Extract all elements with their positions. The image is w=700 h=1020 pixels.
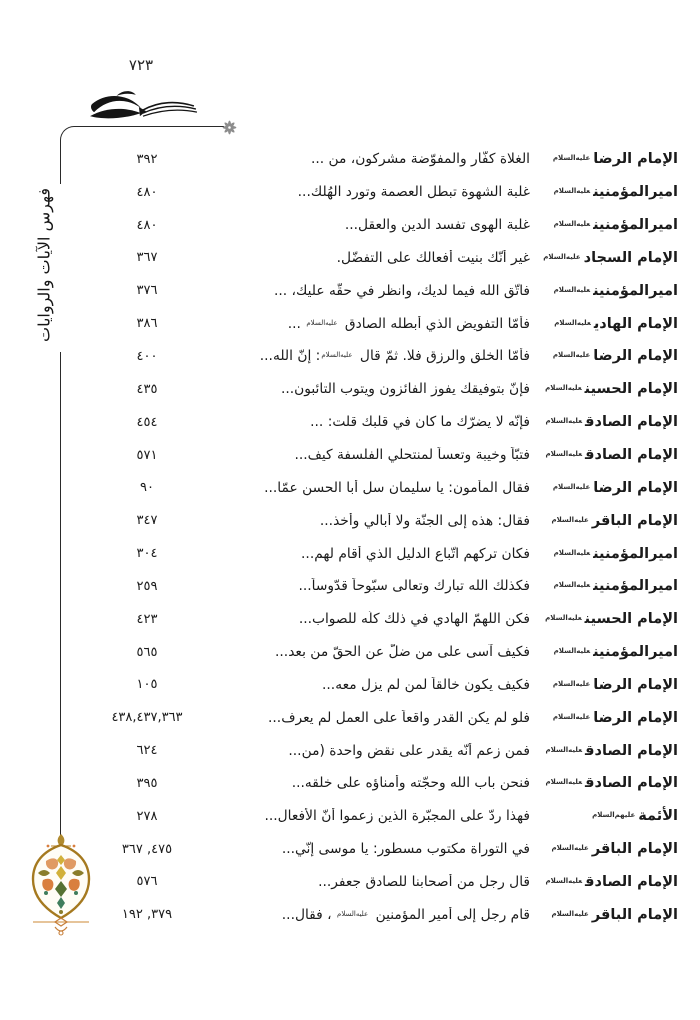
narrator-name bbox=[530, 677, 678, 693]
page-number-ref: ٣٧٩, ١٩٢ bbox=[121, 907, 173, 923]
narrator-name bbox=[530, 841, 678, 857]
narrator-label: الإمام الباقر bbox=[591, 512, 678, 529]
snippet-text: فاتّق الله فيما لديك، وانظر في حقّه عليك، ... bbox=[273, 282, 530, 299]
snippet-text: فقال المأمون: يا سليمان سل أبا الحسن عمّا... bbox=[264, 479, 530, 496]
honorific-mark: عليه‌السلام bbox=[551, 909, 589, 918]
narrator-label: الإمام السجاد bbox=[583, 249, 678, 266]
snippet-text-after: : إنّ الله... bbox=[259, 348, 321, 365]
page-number-ref: ٤٥٤ bbox=[136, 414, 158, 430]
narrator-label: الإمام الرضا bbox=[593, 479, 678, 496]
snippet-text: فلو لم يكن القدر واقعاً على العمل لم يعرف... bbox=[268, 709, 530, 726]
narrator-name bbox=[530, 184, 678, 200]
page-number-ref: ٢٥٩ bbox=[136, 578, 158, 594]
snippet-text: فكن اللهمّ الهادي في ذلك كلّه للصواب... bbox=[298, 611, 530, 628]
narrator-name bbox=[530, 611, 678, 627]
index-row bbox=[88, 307, 678, 340]
snippet-text: فمن زعم أنّه يقدر على نقض واحدة (من... bbox=[288, 742, 530, 759]
page-number-ref: ٤٠٠ bbox=[136, 348, 158, 364]
narrator-name bbox=[530, 808, 678, 824]
honorific-mark: عليه‌السلام bbox=[552, 712, 591, 721]
index-row bbox=[88, 636, 678, 669]
honorific-mark: عليه‌السلام bbox=[306, 318, 338, 327]
honorific-mark: عليه‌السلام bbox=[553, 220, 591, 229]
honorific-mark: عليه‌السلام bbox=[545, 778, 583, 787]
narrator-label: الإمام الباقر bbox=[591, 841, 678, 858]
entry-snippet bbox=[206, 414, 530, 430]
page-number-ref: ٥٧٦ bbox=[136, 874, 158, 890]
honorific-mark: عليه‌السلام bbox=[545, 450, 583, 459]
entry-snippet bbox=[206, 546, 530, 562]
narrator-label: اميرالمؤمنين bbox=[593, 282, 678, 299]
entry-snippet bbox=[206, 578, 530, 594]
entry-snippet bbox=[206, 841, 530, 857]
entry-snippet bbox=[206, 907, 530, 923]
narrator-label: الإمام الرضا bbox=[593, 676, 678, 693]
honorific-mark: عليهم‌السلام bbox=[592, 811, 636, 820]
index-row bbox=[88, 504, 678, 537]
page-number-ref: ٩٠ bbox=[140, 480, 154, 496]
page-number: ٧٢٣ bbox=[128, 56, 154, 74]
snippet-text: غلبة الهوى تفسد الدين والعقل... bbox=[344, 217, 530, 234]
rosette-asterisk-icon bbox=[222, 120, 237, 135]
narrator-label: الإمام الرضا bbox=[593, 709, 678, 726]
snippet-text: غلبة الشهوة تبطل العصمة وتورد الهُلك... bbox=[297, 184, 530, 201]
narrator-name bbox=[530, 283, 678, 299]
narrator-label: اميرالمؤمنين bbox=[593, 644, 678, 661]
narrator-name bbox=[530, 578, 678, 594]
page-number-ref: ٣٧٦ bbox=[136, 283, 158, 299]
honorific-mark: عليه‌السلام bbox=[545, 876, 583, 885]
entry-snippet bbox=[206, 644, 530, 660]
honorific-mark: عليه‌السلام bbox=[545, 614, 582, 623]
entry-snippet bbox=[206, 513, 530, 529]
narrator-label: الإمام الحسين bbox=[584, 381, 678, 398]
snippet-text-after: ، فقال... bbox=[281, 906, 336, 923]
narrator-label: الأئمة bbox=[638, 808, 678, 825]
narrator-name bbox=[530, 644, 678, 660]
index-row bbox=[88, 242, 678, 275]
entry-snippet bbox=[206, 316, 530, 332]
honorific-mark: عليه‌السلام bbox=[553, 548, 591, 557]
page-number-ref: ١٠٥ bbox=[136, 677, 158, 693]
entry-snippet bbox=[206, 808, 530, 824]
index-row bbox=[88, 866, 678, 899]
spine-rule bbox=[60, 352, 61, 835]
page-number-ref: ٣٩٥ bbox=[136, 775, 158, 791]
entry-snippet bbox=[206, 250, 530, 266]
page-number-ref: ٣٨٦ bbox=[136, 316, 158, 332]
honorific-mark: عليه‌السلام bbox=[553, 581, 591, 590]
page-number-ref: ٣٩٢ bbox=[136, 151, 158, 167]
honorific-mark: عليه‌السلام bbox=[553, 647, 591, 656]
honorific-mark: عليه‌السلام bbox=[553, 285, 591, 294]
honorific-mark: عليه‌السلام bbox=[552, 679, 591, 688]
honorific-mark: عليه‌السلام bbox=[553, 187, 591, 196]
honorific-mark: عليه‌السلام bbox=[321, 351, 353, 360]
snippet-text: فهذا ردّ على المجبّرة الذين زعموا أنّ الأفعال... bbox=[264, 808, 530, 825]
index-row bbox=[88, 209, 678, 242]
entry-snippet bbox=[206, 217, 530, 233]
honorific-mark: عليه‌السلام bbox=[552, 351, 591, 360]
entry-snippet bbox=[206, 775, 530, 791]
index-row bbox=[88, 176, 678, 209]
narrator-name bbox=[530, 381, 678, 397]
narrator-label: الإمام الصادق bbox=[585, 742, 678, 759]
page-number-ref: ٣٤٧ bbox=[136, 513, 158, 529]
snippet-text: الغلاة كفّار والمفوّضة مشركون، من ... bbox=[310, 151, 530, 168]
narrator-name bbox=[530, 546, 678, 562]
entry-snippet bbox=[206, 743, 530, 759]
narrator-name bbox=[530, 348, 678, 364]
honorific-mark: عليه‌السلام bbox=[336, 909, 369, 918]
index-row bbox=[88, 701, 678, 734]
index-row bbox=[88, 898, 678, 931]
index-table bbox=[88, 143, 678, 931]
snippet-text: فقال: هذه إلى الجنّة ولا أُبالي وأخذ... bbox=[319, 512, 530, 529]
page-number-ref: ٤٣٨,٤٣٧,٣٦٣ bbox=[111, 710, 183, 726]
page-number-ref: ٣٠٤ bbox=[136, 546, 158, 562]
entry-snippet bbox=[206, 611, 530, 627]
index-row bbox=[88, 471, 678, 504]
honorific-mark: عليه‌السلام bbox=[545, 417, 583, 426]
entry-snippet bbox=[206, 480, 530, 496]
page-number-ref: ٥٦٥ bbox=[136, 644, 158, 660]
entry-snippet bbox=[206, 184, 530, 200]
index-row bbox=[88, 734, 678, 767]
narrator-label: الإمام الباقر bbox=[591, 906, 678, 923]
narrator-name bbox=[530, 907, 678, 923]
honorific-mark: عليه‌السلام bbox=[543, 252, 581, 261]
entry-snippet bbox=[206, 381, 530, 397]
snippet-text: قال رجل من أصحابنا للصادق جعفر... bbox=[318, 873, 530, 890]
index-row bbox=[88, 340, 678, 373]
page-number-ref: ٣٦٧ bbox=[136, 250, 158, 266]
page-number-ref: ٥٧١ bbox=[136, 447, 158, 463]
narrator-label: الإمام الصادق bbox=[585, 414, 678, 431]
entry-snippet bbox=[206, 447, 530, 463]
honorific-mark: عليه‌السلام bbox=[545, 384, 582, 393]
snippet-text-after: ... bbox=[287, 315, 306, 332]
narrator-name bbox=[530, 447, 678, 463]
narrator-name bbox=[530, 480, 678, 496]
narrator-name bbox=[530, 710, 678, 726]
page-number-ref: ٤٣٥ bbox=[136, 381, 158, 397]
snippet-text: في التوراة مكتوب مسطور: يا موسى إنّي... bbox=[281, 841, 530, 858]
open-book-ornament-icon bbox=[88, 84, 200, 128]
index-row bbox=[88, 537, 678, 570]
page-number-ref: ٤٨٠ bbox=[136, 217, 158, 233]
snippet-text: فأمّا الخلق والرزق فلا. ثمّ قال bbox=[355, 348, 530, 365]
snippet-text: فكان تركهم اتّباع الدليل الذي أقام لهم... bbox=[301, 545, 530, 562]
snippet-text: فتبّاً وخيبة وتعساً لمنتحلي الفلسفة كيف... bbox=[294, 447, 530, 464]
narrator-label: اميرالمؤمنين bbox=[593, 578, 678, 595]
narrator-name bbox=[530, 217, 678, 233]
entry-snippet bbox=[206, 283, 530, 299]
entry-snippet bbox=[206, 874, 530, 890]
snippet-text: فكذلك الله تبارك وتعالى سبّوحاً قدّوساً... bbox=[298, 578, 530, 595]
index-row bbox=[88, 669, 678, 702]
honorific-mark: عليه‌السلام bbox=[545, 745, 583, 754]
narrator-label: الإمام الصادق bbox=[585, 447, 678, 464]
page-number-ref: ٦٢٤ bbox=[136, 743, 158, 759]
index-row bbox=[88, 603, 678, 636]
narrator-name bbox=[530, 316, 678, 332]
narrator-label: الإمام الرضا bbox=[593, 151, 678, 168]
narrator-name bbox=[530, 775, 678, 791]
index-row bbox=[88, 833, 678, 866]
page-number-ref: ٤٨٠ bbox=[136, 184, 158, 200]
index-row bbox=[88, 767, 678, 800]
snippet-text: فكيف يكون خالقاً لمن لم يزل معه... bbox=[322, 676, 530, 693]
page-number-ref: ٢٧٨ bbox=[136, 808, 158, 824]
index-row bbox=[88, 143, 678, 176]
narrator-label: الإمام الصادق bbox=[585, 873, 678, 890]
snippet-text: غير أنّك بنيت أفعالك على التفضّل. bbox=[336, 249, 530, 266]
narrator-name bbox=[530, 743, 678, 759]
snippet-text: فأمّا التفويض الذي أبطله الصادق bbox=[340, 315, 530, 332]
honorific-mark: عليه‌السلام bbox=[551, 515, 589, 524]
narrator-name bbox=[530, 874, 678, 890]
narrator-label: الإمام الصادق bbox=[585, 775, 678, 792]
entry-snippet bbox=[206, 151, 530, 167]
honorific-mark: عليه‌السلام bbox=[551, 844, 589, 853]
honorific-mark: عليه‌السلام bbox=[554, 318, 591, 327]
narrator-label: الإمام الهادي bbox=[593, 315, 678, 332]
snippet-text: فنحن باب الله وحجّته وأمناؤه على خلقه... bbox=[291, 775, 530, 792]
arabesque-pendant-ornament-icon bbox=[24, 833, 98, 937]
index-row bbox=[88, 570, 678, 603]
honorific-mark: عليه‌السلام bbox=[552, 154, 591, 163]
narrator-name bbox=[530, 151, 678, 167]
snippet-text: فكيف آسى على من ضلّ عن الحقّ من بعد... bbox=[275, 644, 530, 661]
index-row bbox=[88, 406, 678, 439]
page-number-ref: ٤٧٥, ٣٦٧ bbox=[121, 841, 173, 857]
snippet-text: فإنّه لا يضرّك ما كان في قلبك قلت: ... bbox=[310, 414, 530, 431]
narrator-label: الإمام الحسين bbox=[584, 611, 678, 628]
index-row bbox=[88, 439, 678, 472]
page-number-ref: ٤٢٣ bbox=[136, 611, 158, 627]
narrator-name bbox=[530, 250, 678, 266]
narrator-name bbox=[530, 513, 678, 529]
entry-snippet bbox=[206, 710, 530, 726]
index-row bbox=[88, 800, 678, 833]
snippet-text: فإنّ بتوفيقك يفوز الفائزون ويتوب التائبون... bbox=[280, 381, 530, 398]
snippet-text: قام رجل إلى أمير المؤمنين bbox=[371, 906, 530, 923]
honorific-mark: عليه‌السلام bbox=[552, 482, 591, 491]
narrator-label: الإمام الرضا bbox=[593, 348, 678, 365]
narrator-name bbox=[530, 414, 678, 430]
index-row bbox=[88, 274, 678, 307]
narrator-label: اميرالمؤمنين bbox=[593, 217, 678, 234]
spine-title: فهرس الآيات والروايات bbox=[34, 188, 54, 342]
entry-snippet bbox=[206, 348, 530, 364]
narrator-label: اميرالمؤمنين bbox=[593, 545, 678, 562]
index-row bbox=[88, 373, 678, 406]
entry-snippet bbox=[206, 677, 530, 693]
narrator-label: اميرالمؤمنين bbox=[593, 184, 678, 201]
